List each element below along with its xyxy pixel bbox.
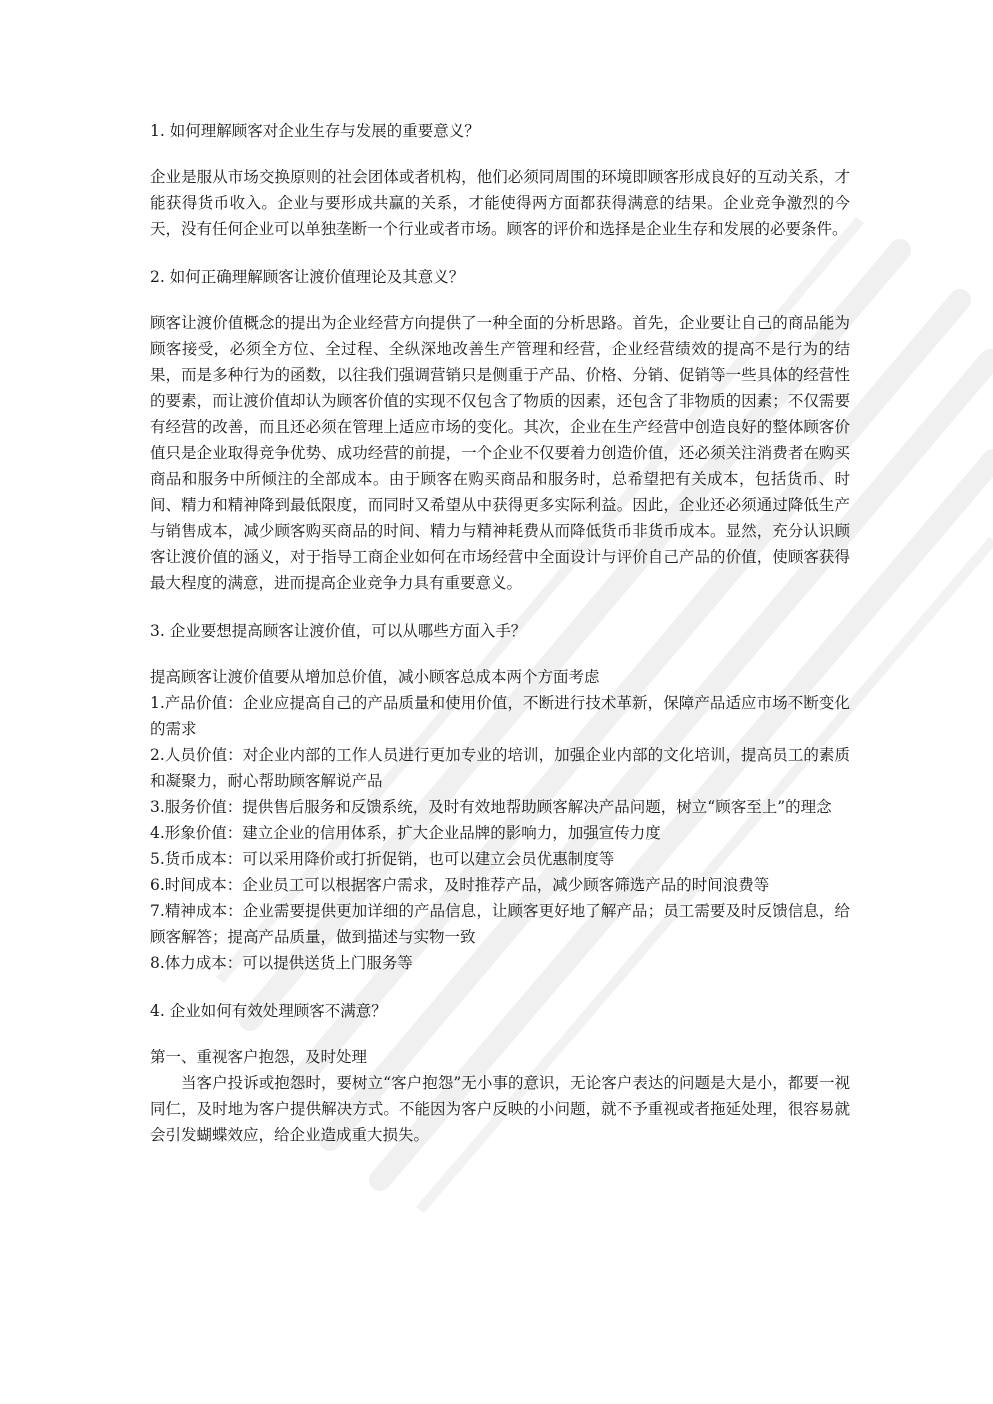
list-item: 8.体力成本：可以提供送货上门服务等	[150, 954, 413, 972]
list-item: 6.时间成本：企业员工可以根据客户需求，及时推荐产品，减少顾客筛选产品的时间浪费等	[150, 876, 770, 894]
list-item: 2.人员价值：对企业内部的工作人员进行更加专业的培训，加强企业内部的文化培训，提高员工的素质和凝聚力，耐心帮助顾客解说产品	[150, 746, 850, 790]
list-item: 5.货币成本：可以采用降价或打折促销，也可以建立会员优惠制度等	[150, 850, 615, 868]
question-3-intro: 提高顾客让渡价值要从增加总价值，减小顾客总成本两个方面考虑	[150, 668, 600, 686]
document-page	[150, 118, 850, 1170]
question-4-section-heading: 第一、重视客户抱怨，及时处理	[150, 1048, 368, 1066]
list-item: 3.服务价值：提供售后服务和反馈系统，及时有效地帮助顾客解决产品问题，树立“顾客至上”的理念	[150, 798, 832, 816]
question-1-answer: 企业是服从市场交换原则的社会团体或者机构，他们必须同周围的环境即顾客形成良好的互动关系，才能获得货币收入。企业与要形成共赢的关系，才能使得两方面都获得满意的结果。企业竞争激烈的今天，没有任何企业可以单独垄断一个行业或者市场。顾客的评价和选择是企业生存和发展的必要条件。	[150, 168, 850, 238]
question-1-title: 1. 如何理解顾客对企业生存与发展的重要意义？	[150, 122, 480, 140]
question-2-answer: 顾客让渡价值概念的提出为企业经营方向提供了一种全面的分析思路。首先，企业要让自己的商品能为顾客接受，必须全方位、全过程、全纵深地改善生产管理和经营，企业经营绩效的提高不是行为的结果，而是多种行为的函数，以往我们强调营销只是侧重于产品、价格、分销、促销等一些具体的经营性的要素，而让渡价值却认为顾客价值的实现不仅包含了物质的因素，还包含了非物质的因素；不仅需要有经营的改善，而且还必须在管理上适应市场的变化。其次，企业在生产经营中创造良好的整体顾客价值只是企业取得竞争优势、成功经营的前提，一个企业不仅要着力创造价值，还必须关注消费者在购买商品和服务中所倾注的全部成本。由于顾客在购买商品和服务时，总希望把有关成本，包括货币、时间、精力和精神降到最低限度，而同时又希望从中获得更多实际利益。因此，企业还必须通过降低生产与销售成本，减少顾客购买商品的时间、精力与精神耗费从而降低货币非货币成本。显然，充分认识顾客让渡价值的涵义，对于指导工商企业如何在市场经营中全面设计与评价自己产品的价值，使顾客获得最大程度的满意，进而提高企业竞争力具有重要意义。	[150, 314, 850, 592]
question-3-answer	[150, 664, 850, 976]
list-item: 7.精神成本：企业需要提供更加详细的产品信息，让顾客更好地了解产品；员工需要及时反馈信息，给顾客解答；提高产品质量，做到描述与实物一致	[150, 902, 850, 946]
list-item: 1.产品价值：企业应提高自己的产品质量和使用价值，不断进行技术革新，保障产品适应市场不断变化的需求	[150, 694, 850, 738]
question-4-section-text: 当客户投诉或抱怨时，要树立“客户抱怨”无小事的意识，无论客户表达的问题是大是小，都要一视同仁，及时地为客户提供解决方式。不能因为客户反映的小问题，就不予重视或者拖延处理，很容易就会引发蝴蝶效应，给企业造成重大损失。	[150, 1074, 850, 1144]
question-2-title: 2. 如何正确理解顾客让渡价值理论及其意义？	[150, 268, 465, 286]
list-item: 4.形象价值：建立企业的信用体系，扩大企业品牌的影响力，加强宣传力度	[150, 824, 661, 842]
question-3-title: 3. 企业要想提高顾客让渡价值，可以从哪些方面入手？	[150, 622, 527, 640]
question-4-title: 4. 企业如何有效处理顾客不满意？	[150, 1002, 387, 1020]
